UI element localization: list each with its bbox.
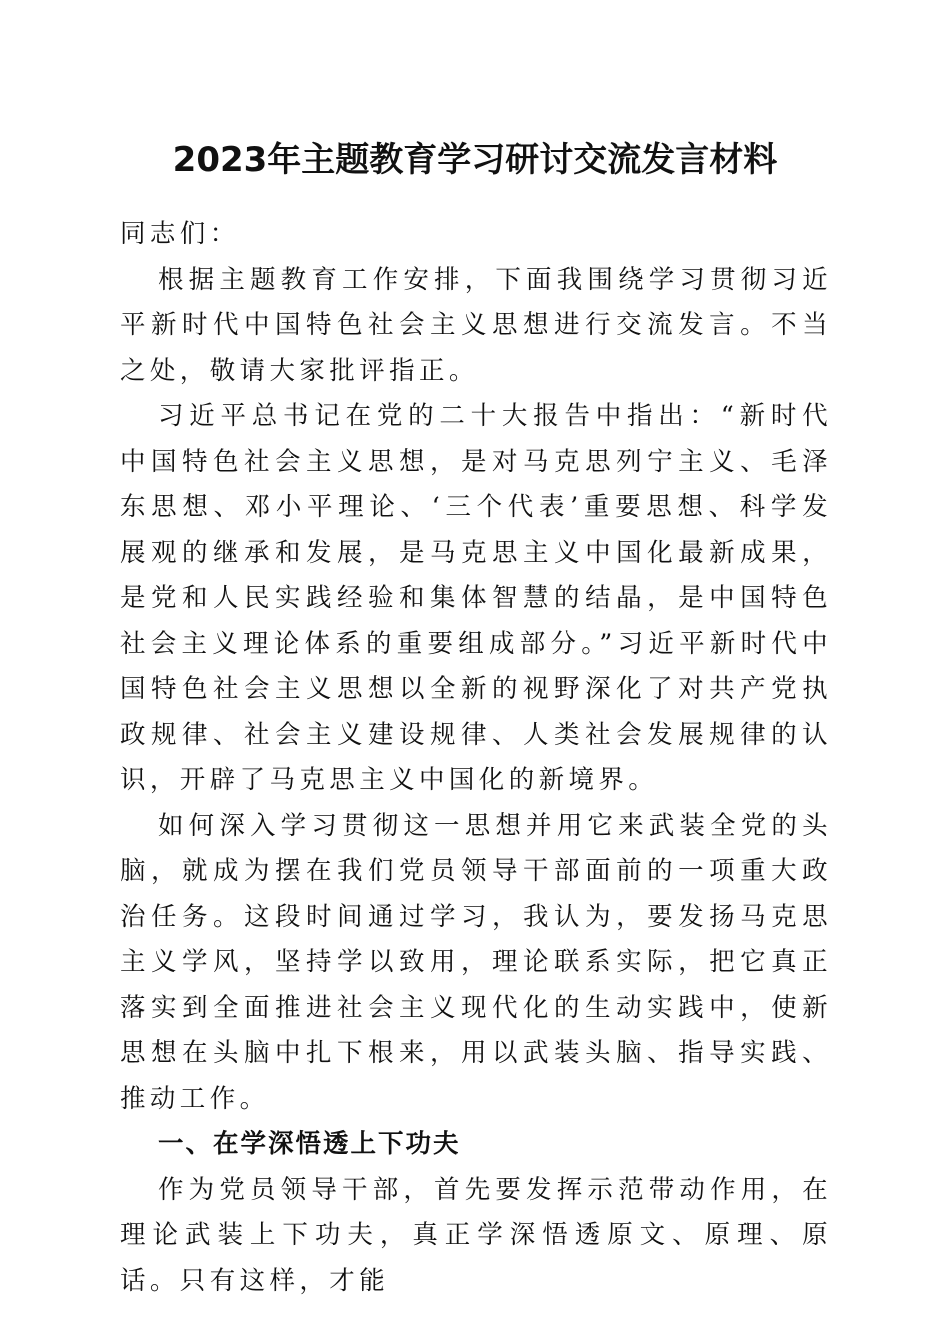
paragraph-intro: 根据主题教育工作安排，下面我围绕学习贯彻习近平新时代中国特色社会主义思想进行交流发言。不当之处，敬请大家批评指正。 bbox=[120, 264, 832, 386]
paragraph-task: 如何深入学习贯彻这一思想并用它来武装全党的头脑，就成为摆在我们党员领导干部面前的一项重大政治任务。这段时间通过学习，我认为，要发扬马克思主义学风，坚持学以致用，理论联系实际，把它真正落实到全面推进社会主义现代化的生动实践中，使新思想在头脑中扎下根来，用以武装头脑、指导实践、推动工作。 bbox=[120, 810, 832, 1114]
document-body bbox=[120, 212, 832, 1304]
salutation: 同志们： bbox=[120, 219, 240, 249]
document-title: 2023年主题教育学习研讨交流发言材料 bbox=[172, 140, 778, 180]
section-heading: 一、在学深悟透上下功夫 bbox=[158, 1129, 461, 1159]
paragraph-quote: 习近平总书记在党的二十大报告中指出：“新时代中国特色社会主义思想，是对马克思列宁主义、毛泽东思想、邓小平理论、‘三个代表’重要思想、科学发展观的继承和发展，是马克思主义中国化最新成果，是党和人民实践经验和集体智慧的结晶，是中国特色社会主义理论体系的重要组成部分。”习近平新时代中国特色社会主义思想以全新的视野深化了对共产党执政规律、社会主义建设规律、人类社会发展规律的认识，开辟了马克思主义中国化的新境界。 bbox=[120, 401, 832, 795]
section-paragraph: 作为党员领导干部，首先要发挥示范带动作用，在理论武装上下功夫，真正学深悟透原文、原理、原话。只有这样，才能 bbox=[120, 1174, 832, 1296]
